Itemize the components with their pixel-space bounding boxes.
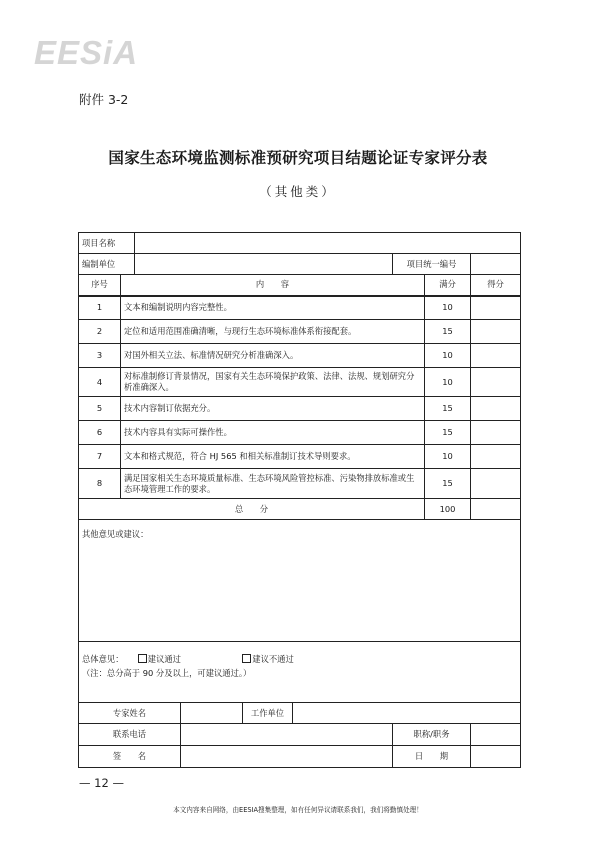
unit-field[interactable] bbox=[135, 254, 393, 275]
scoring-table bbox=[78, 232, 521, 768]
title-label: 职称/职务 bbox=[393, 724, 471, 746]
row-full-score: 10 bbox=[425, 368, 471, 397]
project-code-label: 项目统一编号 bbox=[393, 254, 471, 275]
phone-label: 联系电话 bbox=[79, 724, 181, 746]
page-subtitle: （其他类） bbox=[259, 184, 337, 199]
expert-phone-row bbox=[79, 724, 521, 746]
workplace-field[interactable] bbox=[293, 703, 521, 724]
eesia-logo: EESiA bbox=[34, 34, 139, 71]
total-score-field[interactable] bbox=[471, 499, 521, 520]
header-content: 内 容 bbox=[121, 275, 425, 296]
criteria-row bbox=[79, 469, 521, 499]
comments-cell[interactable] bbox=[79, 520, 521, 642]
row-score-field[interactable] bbox=[471, 368, 521, 397]
row-full-score: 15 bbox=[425, 397, 471, 421]
expert-name-row bbox=[79, 703, 521, 724]
row-full-score: 10 bbox=[425, 445, 471, 469]
project-unit-row bbox=[79, 254, 521, 275]
project-name-row bbox=[79, 233, 521, 254]
date-field[interactable] bbox=[471, 746, 521, 768]
conclusion-label: 总体意见： bbox=[82, 654, 124, 664]
conclusion-row bbox=[79, 642, 521, 703]
row-content: 对国外相关立法、标准情况研究分析准确深入。 bbox=[121, 344, 425, 368]
row-score-field[interactable] bbox=[471, 469, 521, 499]
project-name-label: 项目名称 bbox=[79, 233, 135, 254]
row-content: 满足国家相关生态环境质量标准、生态环境风险管控标准、污染物排放标准或生态环境管理工作的要求。 bbox=[121, 469, 425, 499]
total-label: 总 分 bbox=[79, 499, 425, 520]
attachment-label: 附件 3-2 bbox=[79, 92, 129, 107]
title-field[interactable] bbox=[471, 724, 521, 746]
row-number: 6 bbox=[79, 421, 121, 445]
row-content: 文本和编制说明内容完整性。 bbox=[121, 296, 425, 320]
criteria-row bbox=[79, 421, 521, 445]
criteria-row bbox=[79, 368, 521, 397]
row-number: 1 bbox=[79, 296, 121, 320]
row-full-score: 15 bbox=[425, 421, 471, 445]
row-score-field[interactable] bbox=[471, 445, 521, 469]
date-label: 日 期 bbox=[393, 746, 471, 768]
conclusion-cell bbox=[79, 642, 521, 703]
row-number: 3 bbox=[79, 344, 121, 368]
expert-name-label: 专家姓名 bbox=[79, 703, 181, 724]
comments-label: 其他意见或建议： bbox=[82, 529, 149, 539]
row-number: 5 bbox=[79, 397, 121, 421]
criteria-row bbox=[79, 344, 521, 368]
phone-field[interactable] bbox=[181, 724, 393, 746]
sign-field[interactable] bbox=[181, 746, 393, 768]
conclusion-note: （注：总分高于 90 分及以上，可建议通过。） bbox=[82, 668, 252, 678]
row-score-field[interactable] bbox=[471, 344, 521, 368]
header-score: 得分 bbox=[471, 275, 521, 296]
criteria-row bbox=[79, 296, 521, 320]
pass-option-label: 建议通过 bbox=[147, 654, 181, 664]
total-value: 100 bbox=[425, 499, 471, 520]
row-full-score: 15 bbox=[425, 320, 471, 344]
project-name-field[interactable] bbox=[135, 233, 521, 254]
expert-sign-row bbox=[79, 746, 521, 768]
pass-checkbox[interactable] bbox=[138, 654, 147, 663]
expert-name-field[interactable] bbox=[181, 703, 243, 724]
project-code-field[interactable] bbox=[471, 254, 521, 275]
row-score-field[interactable] bbox=[471, 397, 521, 421]
row-content: 对标准制修订背景情况，国家有关生态环境保护政策、法律、法规、规划研究分析准确深入。 bbox=[121, 368, 425, 397]
fail-option-label: 建议不通过 bbox=[252, 654, 294, 664]
row-number: 4 bbox=[79, 368, 121, 397]
row-content: 定位和适用范围准确清晰，与现行生态环境标准体系衔接配套。 bbox=[121, 320, 425, 344]
row-score-field[interactable] bbox=[471, 296, 521, 320]
row-content: 文本和格式规范，符合 HJ 565 和相关标准制订技术导则要求。 bbox=[121, 445, 425, 469]
fail-checkbox[interactable] bbox=[242, 654, 251, 663]
footer-note: 本文内容来自网络，由EESIA搜集整理，如有任何异议请联系我们，我们将勤慎处理！ bbox=[173, 806, 423, 814]
row-full-score: 15 bbox=[425, 469, 471, 499]
row-full-score: 10 bbox=[425, 296, 471, 320]
header-no: 序号 bbox=[79, 275, 121, 296]
row-content: 技术内容制订依据充分。 bbox=[121, 397, 425, 421]
row-score-field[interactable] bbox=[471, 320, 521, 344]
row-number: 7 bbox=[79, 445, 121, 469]
criteria-row bbox=[79, 397, 521, 421]
unit-label: 编制单位 bbox=[79, 254, 135, 275]
header-row bbox=[79, 275, 521, 296]
pass-option[interactable] bbox=[138, 652, 181, 666]
sign-label: 签 名 bbox=[79, 746, 181, 768]
row-full-score: 10 bbox=[425, 344, 471, 368]
header-full: 满分 bbox=[425, 275, 471, 296]
fail-option[interactable] bbox=[242, 652, 294, 666]
row-content: 技术内容具有实际可操作性。 bbox=[121, 421, 425, 445]
comments-row bbox=[79, 520, 521, 642]
page-title: 国家生态环境监测标准预研究项目结题论证专家评分表 bbox=[108, 149, 488, 167]
row-number: 2 bbox=[79, 320, 121, 344]
workplace-label: 工作单位 bbox=[243, 703, 293, 724]
row-number: 8 bbox=[79, 469, 121, 499]
criteria-row bbox=[79, 320, 521, 344]
row-score-field[interactable] bbox=[471, 421, 521, 445]
total-row bbox=[79, 499, 521, 520]
page-number: — 12 — bbox=[79, 776, 124, 790]
criteria-row bbox=[79, 445, 521, 469]
